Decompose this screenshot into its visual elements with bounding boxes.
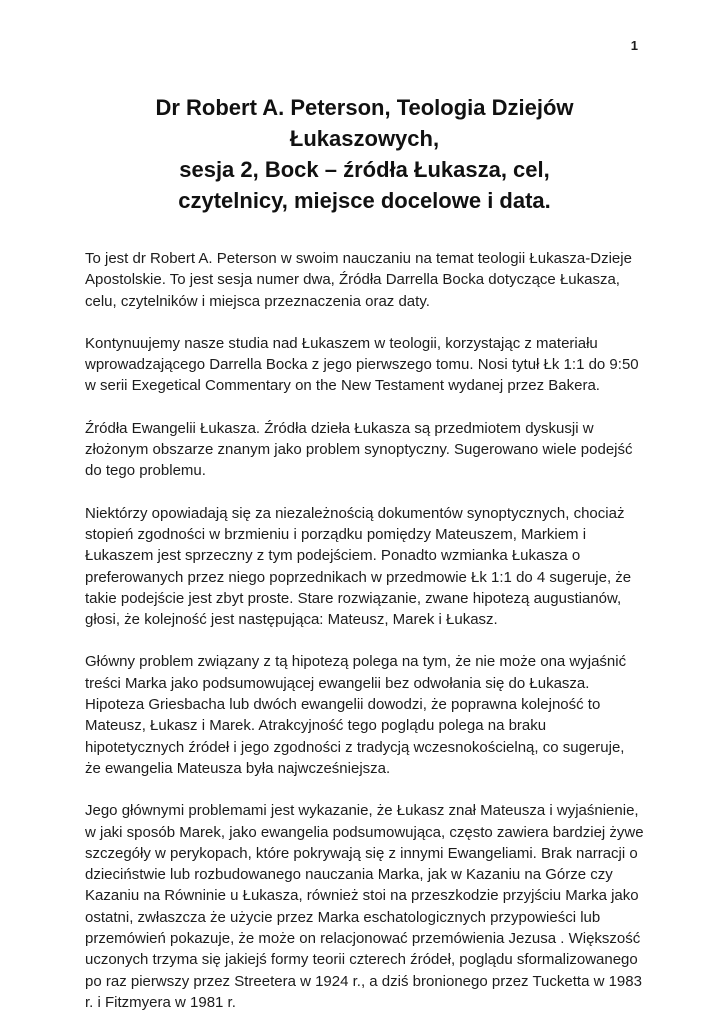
title-line-3: sesja 2, Bock – źródła Łukasza, cel, [179,157,550,182]
paragraph-intro: To jest dr Robert A. Peterson w swoim nauczaniu na temat teologii Łukasza-Dzieje Apostolskie. To jest sesja numer dwa, Źródła Darrella Bocka dotyczące Łukasza, celu, czytelników i miejsca przeznaczenia oraz daty. [85,250,632,310]
paragraph-sources: Źródła Ewangelii Łukasza. Źródła dzieła Łukasza są przedmiotem dyskusji w złożonym obszarze znanym jako problem synoptyczny. Sugerowano wiele podejść do tego problemu. [85,419,633,480]
title-line-1: Dr Robert A. Peterson, Teologia Dziejów [155,95,574,120]
paragraph-main-problem: Główny problem związany z tą hipotezą polega na tym, że nie może ona wyjaśnić treści Marka jako podsumowującej ewangelii bez odwołania się do Łukasza. Hipoteza Griesbacha lub dwóch ewangelii dowodzi, że poprawna kolejność to Mateusz, Łukasz i Marek. Atrakcyjność tego poglądu polega na braku hipotetycznych źródeł i jego zgodności z tradycją wczesnokościelną, co sugeruje, że ewangelia Mateusza była najwcześniejsza. [85,653,627,777]
page-number: 1 [630,38,638,53]
paragraph-four-source-theory: Jego głównymi problemami jest wykazanie, że Łukasz znał Mateusza i wyjaśnienie, w jaki sposób Marek, jako ewangelia podsumowująca, często zawiera bardziej żywe szczegóły w perykopach, które pokrywają się z innymi Ewangeliami. Brak narracji o dzieciństwie lub rozbudowanego nauczania Marka, jak w Kazaniu na Górze czy Kazaniu na Równinie u Łukasza, również stoi na przeszkodzie przyjściu Marka jako ostatni, zwłaszcza że użycie przez Marka eschatologicznych przypowieści lub przemówień pokazuje, że może on relacjonować przemówienia Jezusa . Większość uczonych trzyma się jakiejś formy teorii czterech źródeł, poglądu sformalizowanego po raz pierwszy przez Streetera w 1924 r., a dziś bronionego przez Tucketta w 1983 r. i Fitzmyera w 1981 r. [85,802,644,1011]
document-body [85,248,644,1013]
document-title [85,92,644,216]
paragraph-independence: Niektórzy opowiadają się za niezależnością dokumentów synoptycznych, chociaż stopień zgodności w brzmieniu i porządku pomiędzy Mateuszem, Markiem i Łukaszem jest sprzeczny z tym podejściem. Ponadto wzmianka Łukasza o preferowanych przez niego poprzednikach w przedmowie Łk 1:1 do 4 sugeruje, że takie podejście jest zbyt proste. Stare rozwiązanie, zwane hipotezą augustianów, głosi, że kolejność jest następująca: Mateusz, Marek i Łukasz. [85,504,632,629]
paragraph-continuation: Kontynuujemy nasze studia nad Łukaszem w teologii, korzystając z materiału wprowadzającego Darrella Bocka z jego pierwszego tomu. Nosi tytuł Łk 1:1 do 9:50 w serii Exegetical Commentary on the New Testament wydanej przez Bakera. [85,334,639,395]
title-line-4: czytelnicy, miejsce docelowe i data. [178,188,551,213]
title-line-2: Łukaszowych, [289,126,440,151]
